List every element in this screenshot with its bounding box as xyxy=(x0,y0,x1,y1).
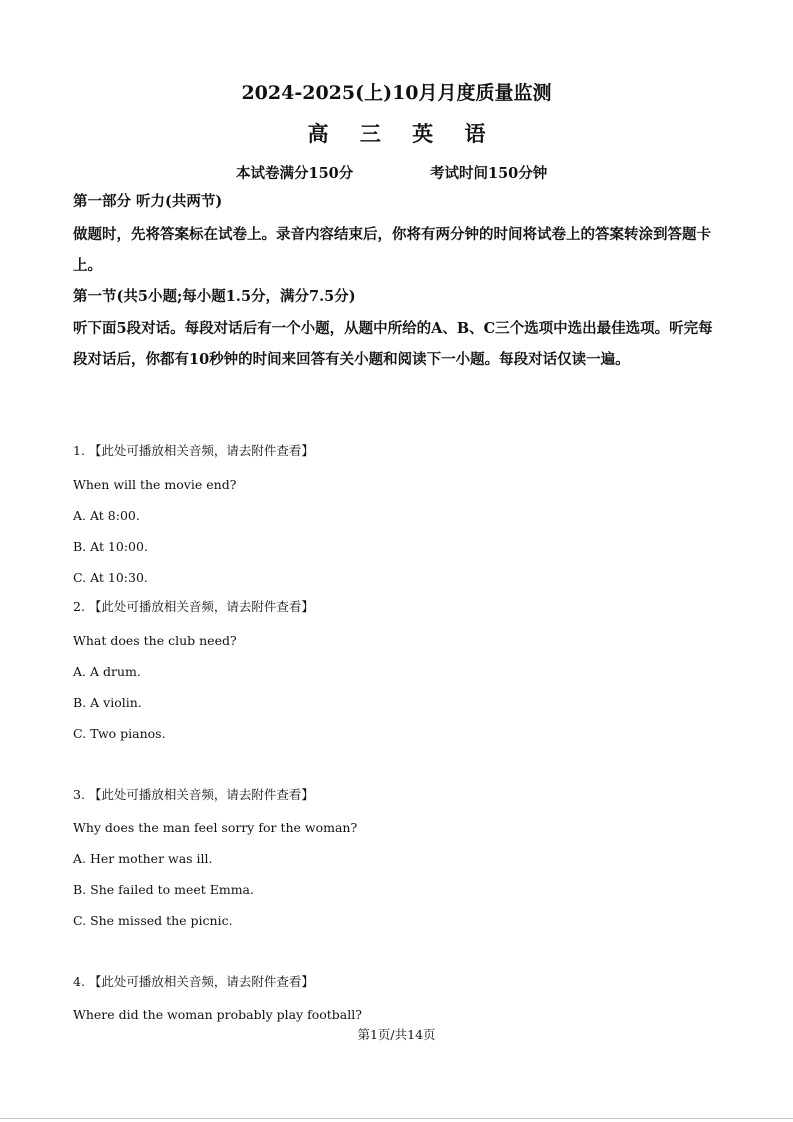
question-3-text: Why does the man feel sorry for the woman? xyxy=(73,820,358,835)
exam-title: 2024-2025(上)10月月度质量监测 xyxy=(241,82,552,104)
part1-instructions: 做题时，先将答案标在试卷上。录音内容结束后，你将有两分钟的时间将试卷上的答案转涂到答题卡上。 xyxy=(73,226,711,274)
question-2-text: What does the club need? xyxy=(73,633,237,648)
question-2-option-b: B. A violin. xyxy=(73,695,142,710)
question-4-text: Where did the woman probably play football? xyxy=(73,1007,362,1022)
section1-instructions: 听下面5段对话。每段对话后有一个小题，从题中所给的A、B、C三个选项中选出最佳选项。听完每段对话后，你都有10秒钟的时间来回答有关小题和阅读下一小题。每段对话仅读一遍。 xyxy=(73,320,713,368)
question-3-option-a: A. Her mother was ill. xyxy=(73,851,213,866)
page-bottom-divider xyxy=(0,1118,793,1119)
question-1-audio-label[interactable]: 1. 【此处可播放相关音频，请去附件查看】 xyxy=(73,443,314,458)
question-1-text: When will the movie end? xyxy=(73,477,237,492)
question-3-option-c: C. She missed the picnic. xyxy=(73,913,233,928)
question-2-option-c: C. Two pianos. xyxy=(73,726,166,741)
question-1-option-b: B. At 10:00. xyxy=(73,539,148,554)
score-info: 本试卷满分150分 xyxy=(236,165,354,182)
section1-heading: 第一节(共5小题;每小题1.5分，满分7.5分) xyxy=(73,288,356,305)
question-2-audio-label[interactable]: 2. 【此处可播放相关音频，请去附件查看】 xyxy=(73,599,314,614)
question-3-audio-label[interactable]: 3. 【此处可播放相关音频，请去附件查看】 xyxy=(73,787,314,802)
part1-heading: 第一部分 听力(共两节) xyxy=(73,193,223,210)
subject-title: 高 三 英 语 xyxy=(307,121,498,146)
question-3-option-b: B. She failed to meet Emma. xyxy=(73,882,254,897)
question-4-audio-label[interactable]: 4. 【此处可播放相关音频，请去附件查看】 xyxy=(73,974,314,989)
question-2-option-a: A. A drum. xyxy=(73,664,141,679)
question-1-option-c: C. At 10:30. xyxy=(73,570,148,585)
question-1-option-a: A. At 8:00. xyxy=(73,508,140,523)
time-info: 考试时间150分钟 xyxy=(430,165,548,182)
page-number: 第1页/共14页 xyxy=(357,1027,436,1042)
